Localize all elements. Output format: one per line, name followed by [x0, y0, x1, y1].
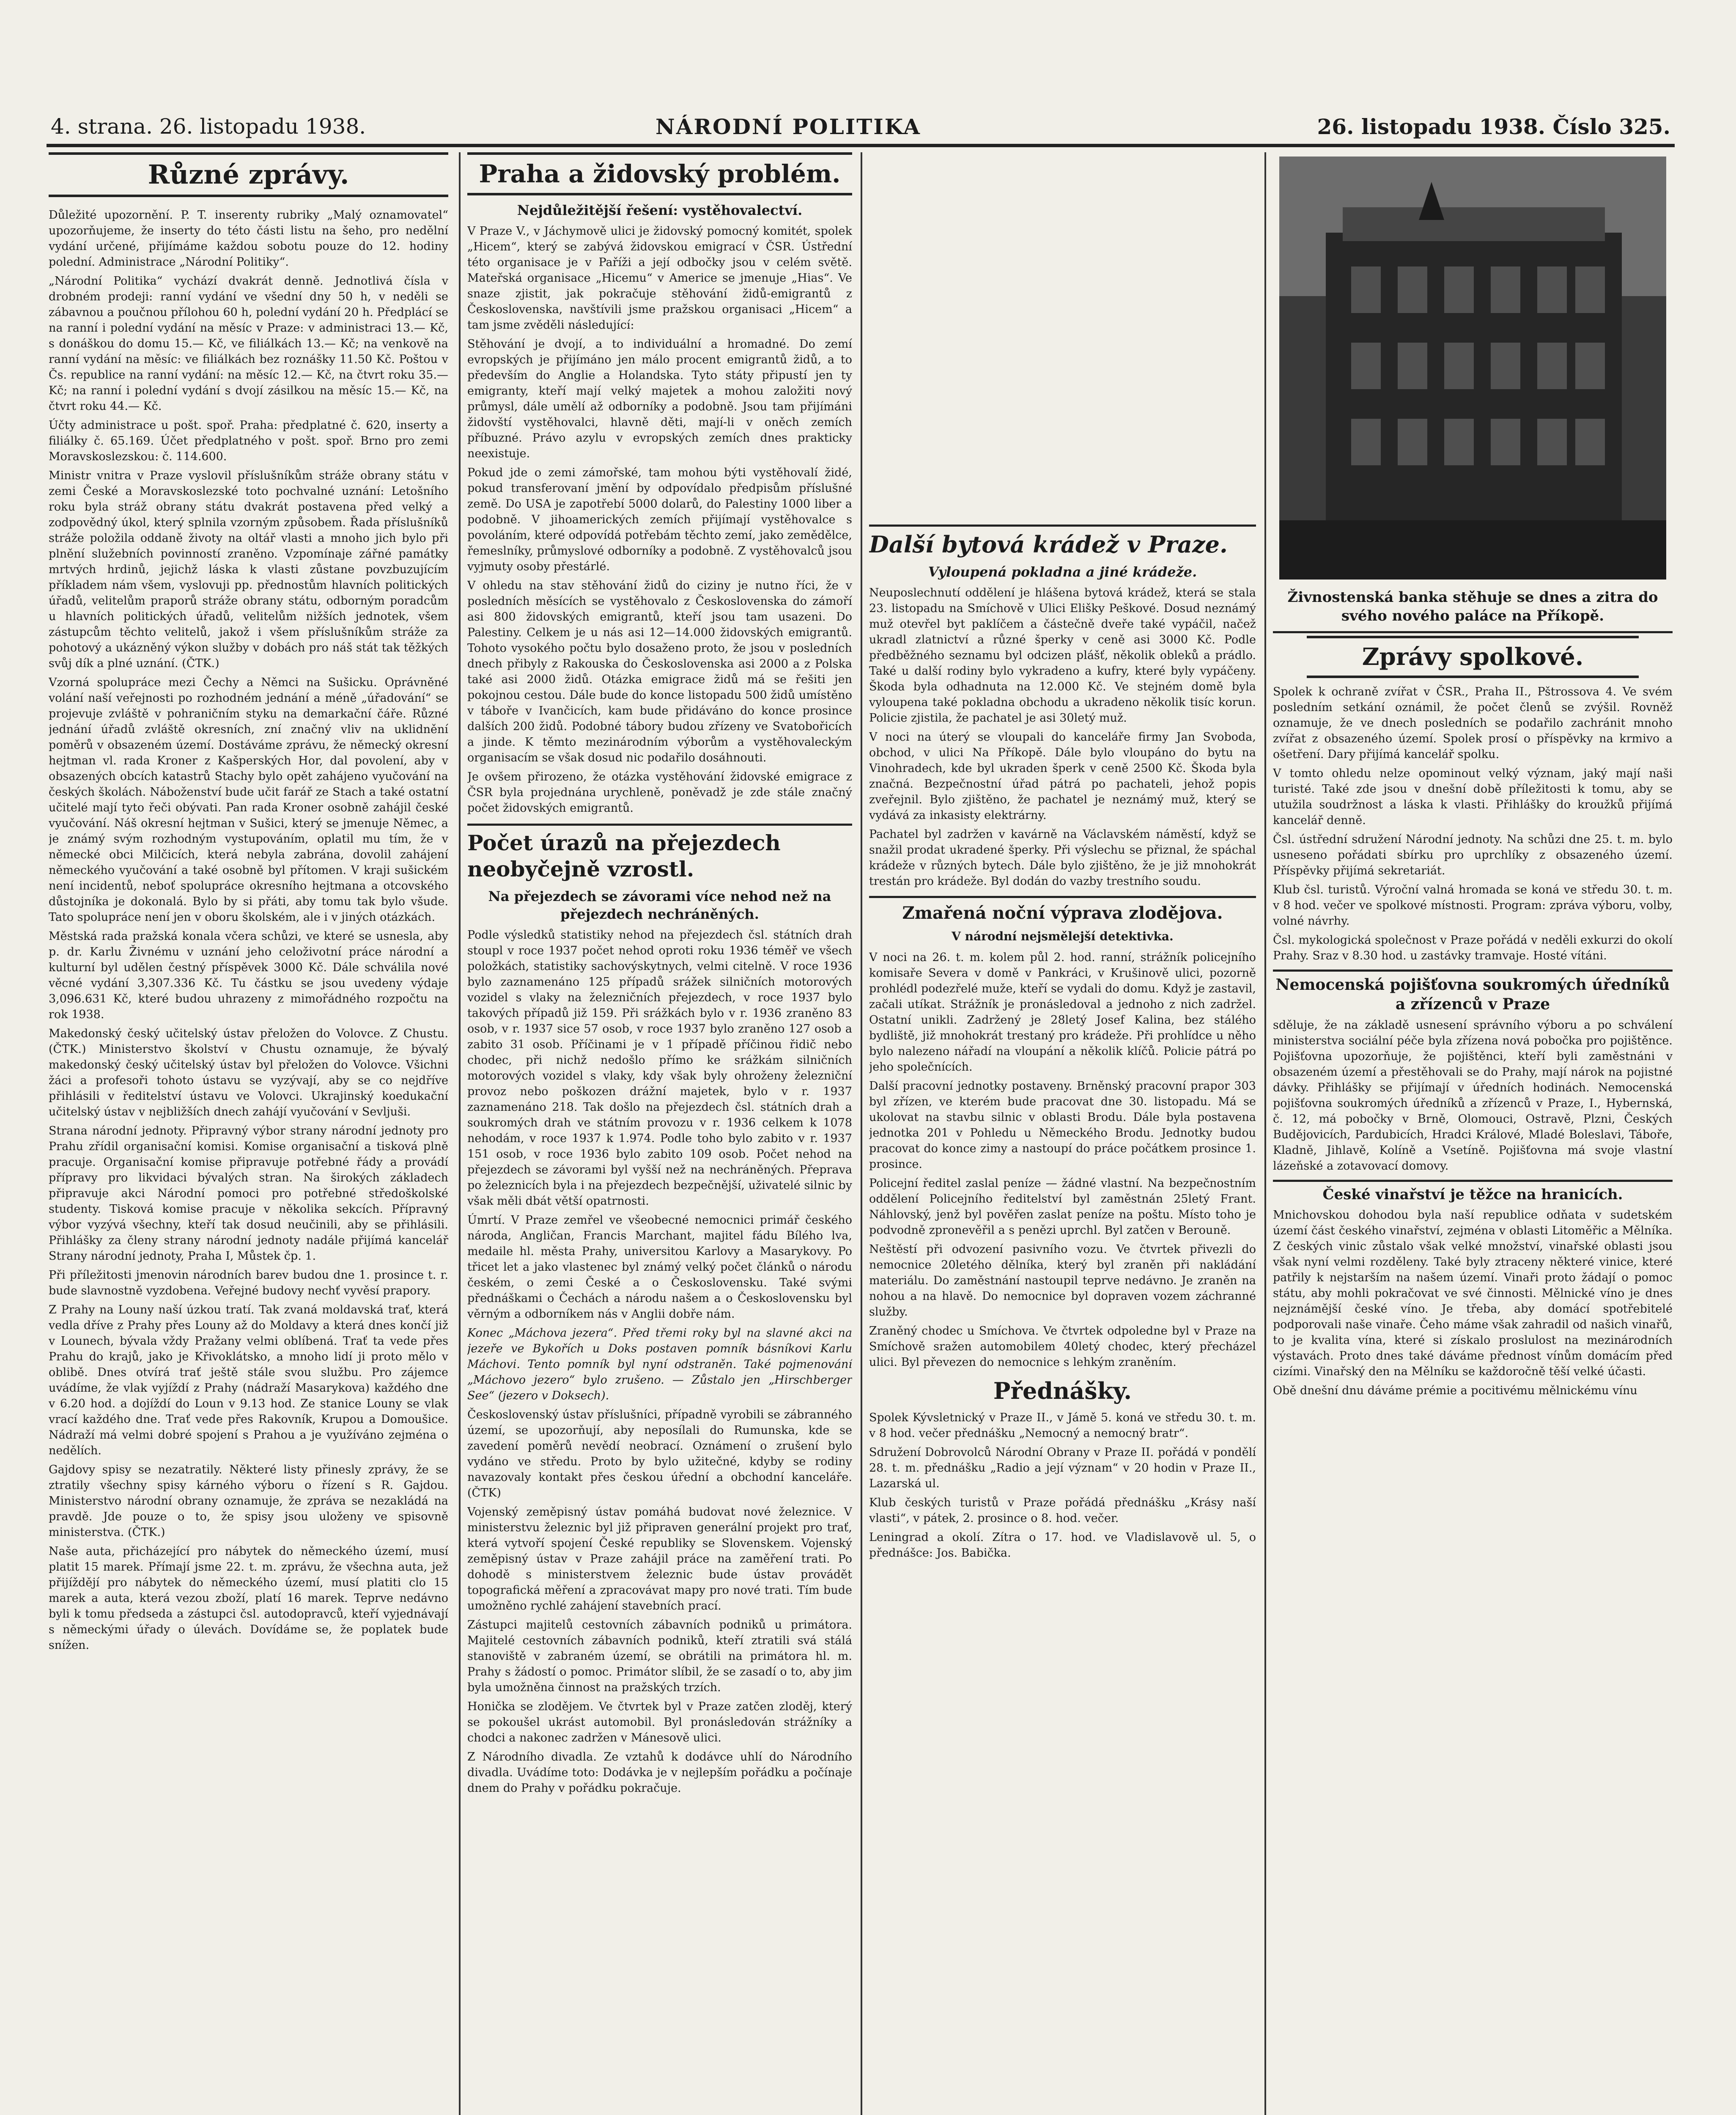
article-paragraph: Obě dnešní dnu dáváme prémie a pocitivému mělnickému vínu [1273, 1384, 1637, 1397]
article-paragraph: Čsl. ústřední sdružení Národní jednoty. Na schůzi dne 25. t. m. bylo usneseno pořádati sbírku pro uprchlíky z obsazeného území. Příspěvky přijímá sekretariát. [1273, 833, 1673, 877]
column-4-text [1273, 588, 1673, 1402]
article-paragraph: Honička se zlodějem. Ve čtvrtek byl v Praze zatčen zloděj, který se pokoušel ukrást automobil. Byl pronásledován strážníky a chodci a nakonec zadržen v Mánesově ulici. [467, 1700, 852, 1744]
article-paragraph: Spolek k ochraně zvířat v ČSR., Praha II., Pštrossova 4. Ve svém posledním setkání oznámil, že počet členů se zvýšil. Rovněž oznamuje, že ve dnech posledních se podařilo zachránit mnoho zvířat z obsazeného území. Spolek prosí o příspěvky na krmivo a ošetření. Dary přijímá kancelář spolku. [1273, 685, 1673, 761]
headline-ruzne-zpravy: Různé zprávy. [49, 152, 448, 197]
article-paragraph: Z Prahy na Louny naší úzkou tratí. Tak zvaná moldavská trať, která vedla dříve z Prahy přes Louny až do Moldavy a která dnes končí již v Lounech, bývala vždy Pražany velmi oblíbená. Trať ta vede přes Prahu do krajů, jako je Křivoklátsko, a mnoho lidí ji proto mělo v oblibě. Dnes otvírá trať ještě stále svou službu. Pro zájemce uvádíme, že vlak vyjíždí z Prahy (nádraží Masarykova) každého dne v 6.20 hod. a dojíždí do Loun v 9.13 hod. Ze stanice Louny se vlak vrací každého dne. Trať vede přes Rakovník, Krupou a Domoušice. Nádraží má velmi dobré spojení s Prahou a je využíváno zejména o nedělích. [49, 1303, 448, 1457]
article-paragraph: Klub čsl. turistů. Výroční valná hromada se koná ve středu 30. t. m. v 8 hod. večer ve spolkové místnosti. Program: zpráva výboru, volby, volné návrhy. [1273, 883, 1673, 928]
headline-praha-zidovsky-problem: Praha a židovský problém. [467, 152, 852, 195]
headline-ceske-vinarstvi: České vinařství je těžce na hranicích. [1322, 1186, 1623, 1203]
article-paragraph: Zraněný chodec u Smíchova. Ve čtvrtek odpoledne byl v Praze na Smíchově sražen automobilem 40letý chodec, který přecházel ulici. Byl převezen do nemocnice s lehkým zraněním. [869, 1324, 1256, 1369]
section-rule [1273, 970, 1673, 972]
article-paragraph: Stěhování je dvojí, a to individuální a hromadné. Do zemí evropských je přijímáno jen málo procent emigrantů židů, a to především do Anglie a Holandska. Tyto státy připustí jen ty emigranty, kteří mají velký majetek a mohou založiti nový průmysl, dále umělí až odborníky a podobně. Jsou tam přijímáni židovští vystěhovalci, hlavně děti, mají-li v oněch zemích příbuzné. Právo azylu v evropských zemích dnes prakticky neexistuje. [467, 338, 852, 460]
newspaper-title: NÁRODNÍ POLITIKA [655, 114, 921, 139]
section-rule [1273, 631, 1673, 633]
article-paragraph: Gajdovy spisy se nezatratily. Některé listy přinesly zprávy, že se ztratily všechny spisy kárného výboru o řízení s R. Gajdou. Ministerstvo národní obrany oznamuje, že zpráva se nezakládá na pravdě. Jde pouze o to, že spisy jsou uloženy ve spisovně ministerstva. (ČTK.) [49, 1463, 448, 1539]
section-rule [869, 896, 1256, 898]
article-paragraph: Leningrad a okolí. Zítra o 17. hod. ve Vladislavově ul. 5, o přednášce: Jos. Babička. [869, 1531, 1256, 1560]
column-3 [869, 152, 1256, 2115]
article-paragraph: Ministr vnitra v Praze vyslovil příslušníkům stráže obrany státu v zemi České a Moravskoslezské toto pochvalné uznání: Letošního roku byla stráž obrany státu dvakrát postavena před velký a zodpovědný úkol, který splnila vzorným způsobem. Řada příslušníků stráže položila oddaně životy na oltář vlasti a mnoho jich bylo při plnění služebních povinností zraněno. Vzpomínaje zářné památky mrtvých hrdinů, jejichž láska k vlasti zůstane povzbuzujícím příkladem nám všem, vyslovuji pp. přednostům hlavních politických úřadů, velitelům praporů stráže obrany státu, odborným poradcům u hlavních politických úřadů, velitelům nižších jednotek, všem zástupcům těchto velitelů, jakož i všem příslušníkům stráže za pohotový a ukázněný výkon služby v dobách pro náš stát tak těžkých svůj dík a plné uznání. (ČTK.) [49, 469, 448, 670]
headline-dalsi-bytova-kradez: Další bytová krádež v Praze. [869, 531, 1228, 558]
continued-text-spacer [869, 152, 1256, 525]
headline-nemocenska-pojistovna: Nemocenská pojišťovna soukromých úředníků a zřízenců v Praze [1275, 976, 1670, 1013]
section-rule [467, 824, 852, 826]
subheadline: Vyloupená pokladna a jiné krádeže. [928, 564, 1197, 580]
section-rule [1273, 1180, 1673, 1182]
column-divider [459, 152, 461, 2115]
article-paragraph: V Praze V., v Jáchymově ulici je židovský pomocný komitét, spolek „Hicem“, který se zabývá židovskou emigrací v ČSR. Ústřední této organisace je v Paříži a její odbočky jsou v celém světě. Mateřská organisace „Hicemu“ v Americe se jmenuje „Hias“. Ve snaze zjistit, jak pokračuje stěhování židů-emigrantů z Československa, navštívili jsme pražskou organisaci „Hicem“ a tam jsme zvěděli následující: [467, 225, 852, 332]
article-paragraph: Konec „Máchova jezera“. Před třemi roky byl na slavné akci na jezeře ve Bykořích u Doks postaven pomník básníkovi Karlu Máchovi. Tento pomník byl nyní odstraněn. Také pojmenování „Máchovo jezero“ bylo zrušeno. — Zůstalo jen „Hirschberger See“ (jezero v Doksech). [467, 1327, 852, 1402]
article-paragraph: Strana národní jednoty. Připravný výbor strany národní jednoty pro Prahu zřídil organisační komisi. Komise organisační a tisková plně pracuje. Organisační komise připravuje potřebné řády a provádí přípravy pro likvidaci bývalých stran. Na širokých základech připravuje akci Národní pomoci pro potřebné středoškolské studenty. Tisková komise pracuje v několika sekcích. Přípravný výbor vyzývá všechny, kteří tak dosud neučinili, aby se přihlásili. Přihlášky za členy strany národní jednoty nadále přijímá kancelář Strany národní jednoty, Praha I, Můstek čp. 1. [49, 1124, 448, 1263]
article-paragraph: Z Národního divadla. Ze vztahů k dodávce uhlí do Národního divadla. Uvádíme toto: Dodávka je v nejlepším pořádku a počínaje dnem do Prahy v pořádku pokračuje. [467, 1750, 852, 1795]
article-paragraph: Pachatel byl zadržen v kavárně na Václavském náměstí, když se snažil prodat ukradené šperky. Při výslechu se přiznal, že spáchal krádeže v různých bytech. Dále bylo zjištěno, že je již mnohokrát trestán pro krádeže. Byl dodán do vazby trestního soudu. [869, 828, 1256, 888]
column-2 [467, 152, 852, 2115]
article-paragraph: Sdružení Dobrovolců Národní Obrany v Praze II. pořádá v pondělí 28. t. m. přednášku „Radio a její význam“ v 20 hodin v Praze II., Lazarská ul. [869, 1446, 1256, 1490]
header-rule [47, 144, 1675, 147]
bank-building-photo [1279, 157, 1666, 580]
article-paragraph: Vojenský zeměpisný ústav pomáhá budovat nové železnice. V ministerstvu železnic byl již připraven generální projekt pro trať, která vytvoří spojení České republiky se Slovenskem. Vojenský zeměpisný ústav v Praze zahájil práce na zaměření trati. Po dohodě s ministerstvem železnic bude ústav provádět topografická měření a zpracovávat mapy pro nové trati. Tím bude umožněno rychlé zahájení stavebních prací. [467, 1505, 852, 1612]
section-rule [869, 525, 1256, 527]
article-paragraph: Pokud jde o zemi zámořské, tam mohou býti vystěhovalí židé, pokud transferovaní jmění by odpovídalo předpisům příslušné země. Do USA je zapotřebí 5000 dolarů, do Palestiny 1000 liber a podobně. V jihoamerických zemích přijímají vystěhovalce s povoláním, které odpovídá potřebám těchto zemí, jako zemědělce, řemeslníky, průmyslové odborníky a podobně. Z vystěhovalců jsou vyjmuty osoby přestárlé. [467, 466, 852, 573]
subheadline: Na přejezdech se závorami více nehod než na přejezdech nechráněných. [488, 888, 831, 922]
article-paragraph: Vzorná spolupráce mezi Čechy a Němci na Sušicku. Oprávněné volání naší veřejnosti po rozhodném jednání a méně „úřadování“ se projevuje zvláště v pohraničním styku na demarkační čáře. Různé jednání úřadů zvláště okresních, zní značný vliv na uklidnění poměrů v obsazeném území. Dostáváme zprávu, že německý okresní hejtman vl. rada Kroner z Kašperských Hor, dal povolení, aby v obsazených obcích katastrů Stachy bylo opět zahájeno vyučování na českých školách. Náboženství bude učit farář ze Stach a také ostatní učitelé mají tyto řeči obývati. Pan rada Kroner osobně zahájil české vyučování. Náš okresní hejtman v Sušici, který se jmenuje Němec, a je známý svým rozhodným vystupováním, oplatil mu tím, že v německé obci Milčicích, která nebyla zabrána, dovolil zahájení německého vyučování a také osobně byl přítomen. V kraji sušickém není incidentů, neboť spolupráce okresního hejtmana a otcovského důstojníka je dokonalá. Bylo by si přáti, aby tomu tak bylo všude. Tato spolupráce není jen v oboru školském, ale i v jiných otázkách. [49, 676, 448, 924]
article-paragraph: V noci na 26. t. m. kolem půl 2. hod. ranní, strážník policejního komisaře Severa v domě v Pankráci, v Krušinově ulici, pozorně prohlédl podezřelé muže, kteří se vydali do domu. Když je zastavil, začali utíkat. Strážník je pronásledoval a jednoho z nich zadržel. Ostatní unikli. Zadržený je 28letý Josef Kalina, bez stálého bydliště, již mnohokrát trestaný pro krádeže. Při prohlídce u něho bylo nalezeno nářadí na vloupání a několik klíčů. Policie pátrá po jeho společnících. [869, 951, 1256, 1074]
article-paragraph: Policejní ředitel zaslal peníze — žádné vlastní. Na bezpečnostním oddělení Policejního ředitelství byl zaměstnán 25letý Frant. Náhlovský, jenž byl pověřen zaslat peníze na poštu. Místo toho je podvodně zpronevěřil a s penězi uprchl. Byl zatčen v Berouně. [869, 1177, 1256, 1237]
page-header [51, 114, 1670, 144]
article-paragraph: Účty administrace u pošt. spoř. Praha: předplatné č. 620, inserty a filiálky č. 65.169. Účet předplatného v pošt. spoř. Brno pro zemi Moravskoslezskou: č. 114.600. [49, 419, 448, 463]
article-paragraph: Podle výsledků statistiky nehod na přejezdech čsl. státních drah stoupl v roce 1937 počet nehod oproti roku 1936 téměř ve všech položkách, statistiky sachovýskytnych, velmi citelně. V roce 1936 bylo zaznamenáno 125 případů srážek silničních motorových vozidel s vlaky na železničních přejezdech, v roce 1937 bylo takových případů již 159. Při srážkách bylo v r. 1936 zraněno 83 osob, v r. 1937 sice 57 osob, v roce 1937 bylo zraněno 127 osob a zabito 31 osob. Příčinami je v 1 případě příčinou řidič nebo chodec, při nichž nedošlo přímo ke srážkám silničních motorových vozidel s vlaky, kdy však byly ohroženy železniční provoz nebo poškozen drážní majetek, bylo v r. 1937 zaznamenáno 218. Tak došlo na přejezdech čsl. státních drah a soukromých drah ve státním provozu v r. 1936 celkem k 1078 nehodám, v roce 1937 k 1.974. Podle toho bylo zabito v r. 1937 151 osob, v roce 1936 bylo zabito 109 osob. Počet nehod na přejezdech se závorami byl vyšší než na nechráněných. Přeprava po železnicích byla i na přejezdech bezpečnější, uživatelé silnic by však měli dbát větší opatrnosti. [467, 928, 852, 1208]
article-paragraph: Úmrtí. V Praze zemřel ve všeobecné nemocnici primář českého národa, Angličan, Francis Marchant, majitel fádu Bílého lva, medaile hl. města Prahy, universitou Karlovy a Masarykovy. Po třicet let a jako vlastenec byl známý velký počet článků o národu českém, o zemi České a o Československu. Také svými přednáškami o Čechách a národu našem a o Československu byl věrným a odborníkem nás v Anglii dobře nám. [467, 1214, 852, 1321]
article-paragraph: Je ovšem přirozeno, že otázka vystěhování židovské emigrace z ČSR byla projednána urychleně, poněvadž je zde stále značný počet židovských emigrantů. [467, 770, 852, 815]
article-paragraph: Neštěstí při odvození pasivního vozu. Ve čtvrtek přivezli do nemocnice 20letého dělníka, který byl zraněn při nakládání materiálu. Do zaměstnání nastoupil teprve nedávno. Je zraněn na nohou a na hlavě. Do nemocnice byl dopraven vozem záchranné služby. [869, 1243, 1256, 1318]
article-paragraph: Československý ústav příslušníci, případně vyrobili se zábranného území, se upozorňují, aby neposílali do Rumunska, kde se zavedení poměrů nevědí neobrací. Oznámení o zrušení bylo vydáno ve středu. Proto by bylo užitečné, kdyby se rodiny navazovaly kontakt přes českou úřední a obchodní kanceláře. (ČTK) [467, 1408, 852, 1500]
column-divider [1264, 152, 1266, 2115]
column-4 [1273, 152, 1673, 2115]
article-paragraph: sděluje, že na základě usnesení správního výboru a po schválení ministerstva sociální péče byla zřízena nová pobočka pro pojištěnce. Pojišťovna upozorňuje, že pojištěnci, kteří byli zaměstnáni v obsazeném území a přestěhovali se do Prahy, mají nárok na pojistné dávky. Přihlášky se přijímají v úředních hodinách. Nemocenská pojišťovna soukromých úředníků a zřízenců v Praze, I., Hybernská, č. 12, má pobočky v Brně, Olomouci, Ostravě, Plzni, Českých Budějovicích, Pardubicích, Hradci Králové, Mladé Boleslavi, Táboře, Kladně, Jihlavě, Kolíně a Vsetíně. Pojišťovna má svoje vlastní lázeňské a zotavovací domovy. [1273, 1019, 1673, 1173]
photo-caption: Živnostenská banka stěhuje se dnes a zitra do svého nového paláce na Příkopě. [1287, 589, 1658, 624]
article-paragraph: Další pracovní jednotky postaveny. Brněnský pracovní prapor 303 byl zřízen, ve kterém bude pracovat dne 30. listopadu. Má se ukolovat na stavbu silnic v oblasti Brodu. Dále byla postavena jednotka 201 v Pohledu u Německého Brodu. Jednotky budou pracovat do konce zimy a nastoupí do práce počátkem prosince 1. prosince. [869, 1079, 1256, 1171]
article-paragraph: V noci na úterý se vloupali do kanceláře firmy Jan Svoboda, obchod, v ulici Na Příkopě. Dále bylo vloupáno do bytu na Vinohradech, kde byl ukraden šperk v ceně 2500 Kč. Škoda byla značná. Bezpečnostní úřad pátrá po pachateli, jehož popis zveřejnil. Bylo zjištěno, že pachatel je neznámý muž, který se vydává za inkasisty elektrárny. [869, 731, 1256, 822]
subheadline: Nejdůležitější řešení: vystěhovalectví. [517, 202, 803, 218]
headline-pocet-urazu: Počet úrazů na přejezdech neobyčejně vzrostl. [467, 830, 781, 882]
article-paragraph: Zástupci majitelů cestovních zábavních podniků u primátora. Majitelé cestovních zábavních podniků, kteří ztratili svá stálá stanoviště v zabraném území, se obrátili na primátora hl. m. Prahy s žádostí o pomoc. Primátor slíbil, že se zasadí o to, aby jim byla umožněna činnost na pražských trzích. [467, 1618, 852, 1694]
article-paragraph: Městská rada pražská konala včera schůzi, ve které se usnesla, aby p. dr. Karlu Živnému v uznání jeho celoživotní práce národní a kulturní byl udělen čestný příspěvek 3000 Kč. Dále schválila nové věcné vydání 3,307.336 Kč. Tu částku se jsou uvedeny výdaje 3,096.631 Kč, které budou uhrazeny z mimořádného rozpočtu na rok 1938. [49, 930, 448, 1021]
column-divider [861, 152, 862, 2115]
headline-prednasky: Přednášky. [993, 1377, 1132, 1404]
article-paragraph: V tomto ohledu nelze opominout velký význam, jaký mají naši turisté. Také zde jsou v dnešní době příležitosti k tomu, aby se utužila soudržnost a láska k vlasti. Přihlášky do kroužků přijímá kancelář denně. [1273, 767, 1673, 827]
article-paragraph: „Národní Politika“ vychází dvakrát denně. Jednotlivá čísla v drobném prodeji: ranní vydání ve všední dny 50 h, v neděli se zábavnou a poučnou přílohou 60 h, polední vydání 20 h. Předplácí se na ranní i polední vydání na měsíc v Praze: v administraci 13.— Kč, s donáškou do domu 15.— Kč, ve filiálkách 13.— Kč; na venkově na ranní vydání na měsíc: ve filiálkách bez roznášky 11.50 Kč. Poštou v Čs. republice na ranní vydání: na měsíc 12.— Kč, na čtvrt roku 35.— Kč; na ranní i polední vydání s dvojí zásilkou na měsíc 15.— Kč, na čtvrt roku 44.— Kč. [49, 275, 448, 413]
article-paragraph: Při příležitosti jmenovin národních barev budou dne 1. prosince t. r. bude slavnostně vyzdobena. Veřejné budovy nechť vyvěsí prapory. [49, 1269, 448, 1297]
column-1 [49, 152, 448, 2115]
article-paragraph: Klub českých turistů v Praze pořádá přednášku „Krásy naší vlasti“, v pátek, 2. prosince o 8. hod. večer. [869, 1496, 1256, 1525]
header-left: 4. strana. 26. listopadu 1938. [51, 114, 366, 139]
headline-zpravy-spolkove: Zprávy spolkové. [1307, 636, 1639, 678]
article-paragraph: Mnichovskou dohodou byla naší republice odňata v sudetském území část českého vinařství, zejména v oblasti Litoměřic a Mělníka. Z českých vinic zůstalo však velké množství, vinařské oblasti jsou však nyní velmi rozděleny. Také byly ztraceny některé vinice, které patřily k nejstarším na našem území. Vinaři proto žádají o pomoc státu, aby mohli pokračovat ve své činnosti. Mělnické víno je dnes nejznámější české víno. Je třeba, aby domácí spotřebitelé podporovali naše vinaře. Čeho máme však zahradil od našich vinařů, to je kvalita vína, které si získalo proslulost na mezinárodních výstavách. Proto dnes také dáváme přednost vínům domácím před cizími. Vinařský den na Mělníku se každoročně těší velké účasti. [1273, 1209, 1673, 1378]
subheadline: V národní nejsmělejší detektivka. [952, 929, 1174, 943]
article-paragraph: Čsl. mykologická společnost v Praze pořádá v neděli exkurzi do okolí Prahy. Sraz v 8.30 hod. u zastávky tramvaje. Hosté vítáni. [1273, 934, 1673, 962]
article-paragraph: Naše auta, přicházející pro nábytek do německého území, musí platit 15 marek. Přímají jsme 22. t. m. zprávu, že všechna auta, jež přijíždějí pro nábytek do německého území, musí platiti clo 15 marek a auta, která vezou zboží, platí 16 marek. Teprve nedávno byli k tomu předseda a zástupci čsl. autodopravců, kteří vyjednávají s německými úřady o úlevách. Dovídáme se, že poplatek bude snížen. [49, 1545, 448, 1652]
article-paragraph: Důležité upozornění. P. T. inserenty rubriky „Malý oznamovatel“ upozorňujeme, že inserty do této části listu na šeho, pro nedělní vydání určené, přijímáme každou sobotu pouze do 12. hodiny polední. Administrace „Národní Politiky“. [49, 209, 448, 269]
article-paragraph: V ohledu na stav stěhování židů do ciziny je nutno říci, že v posledních měsících se vystěhovalo z Československa do zámoří asi 800 židovských emigrantů, kteří jsou tam usazeni. Do Palestiny. Celkem je u nás asi 12—14.000 židovských emigrantů. Tohoto vysokého počtu bylo dosaženo proto, že jsou v posledních dnech přibyly z Rakouska do Československa asi 2000 a z Polska také asi 2000 židů. Otázka emigrace židů má se řešiti jen pokojnou cestou. Dále bude do konce listopadu 500 židů umístěno v táboře v Ivančicích, kam bude přidáváno do konce prosince dalších 200 židů. Podobné tábory budou zřízeny ve Svatobořicích a jinde. K těmto mezinárodním výborům a vystěhovaleckým organisacím se však dosud nic podařilo dosáhnouti. [467, 579, 852, 764]
bank-building-image [1279, 157, 1666, 580]
article-paragraph: Spolek Kývsletnický v Praze II., v Jámě 5. koná ve středu 30. t. m. v 8 hod. večer přednášku „Nemocný a nemocný bratr“. [869, 1411, 1256, 1440]
header-right: 26. listopadu 1938. Číslo 325. [1317, 114, 1670, 139]
article-paragraph: Makedonský český učitelský ústav přeložen do Volovce. Z Chustu. (ČTK.) Ministerstvo školství v Chustu oznamuje, že bývalý makedonský český učitelský ústav byl přeložen do Volovce. Všichni žáci a profesoři tohoto ústavu se vyzývají, aby se co nejdříve přihlásili v ředitelství ústavu ve Volovci. Ukrajinský koedukační učitelský ústav v nejbližších dnech zahájí vyučování v Sevljuši. [49, 1027, 448, 1118]
headline-zmarena-vyprava: Zmařená noční výprava zlodějova. [902, 903, 1223, 923]
article-paragraph: Neuposlechnutí oddělení je hlášena bytová krádež, která se stala 23. listopadu na Smíchově v Ulici Elišky Peškové. Dosud neznámý muž otevřel byt paklíčem a částečně dveře také vypáčil, načež ukradl zlatnictví a různé šperky v ceně asi 3000 Kč. Podle předběžného seznamu byl odcizen plášť, několik obleků a prádlo. Také u další rodiny bylo vykradeno a kufry, které byly vypáčeny. Škoda byla odhadnuta na 12.000 Kč. Ve stejném domě byla vyloupena také pokladna obchodu a ukradeno několik tisíc korun. Policie zjistila, že pachatel je asi 30letý muž. [869, 586, 1256, 725]
